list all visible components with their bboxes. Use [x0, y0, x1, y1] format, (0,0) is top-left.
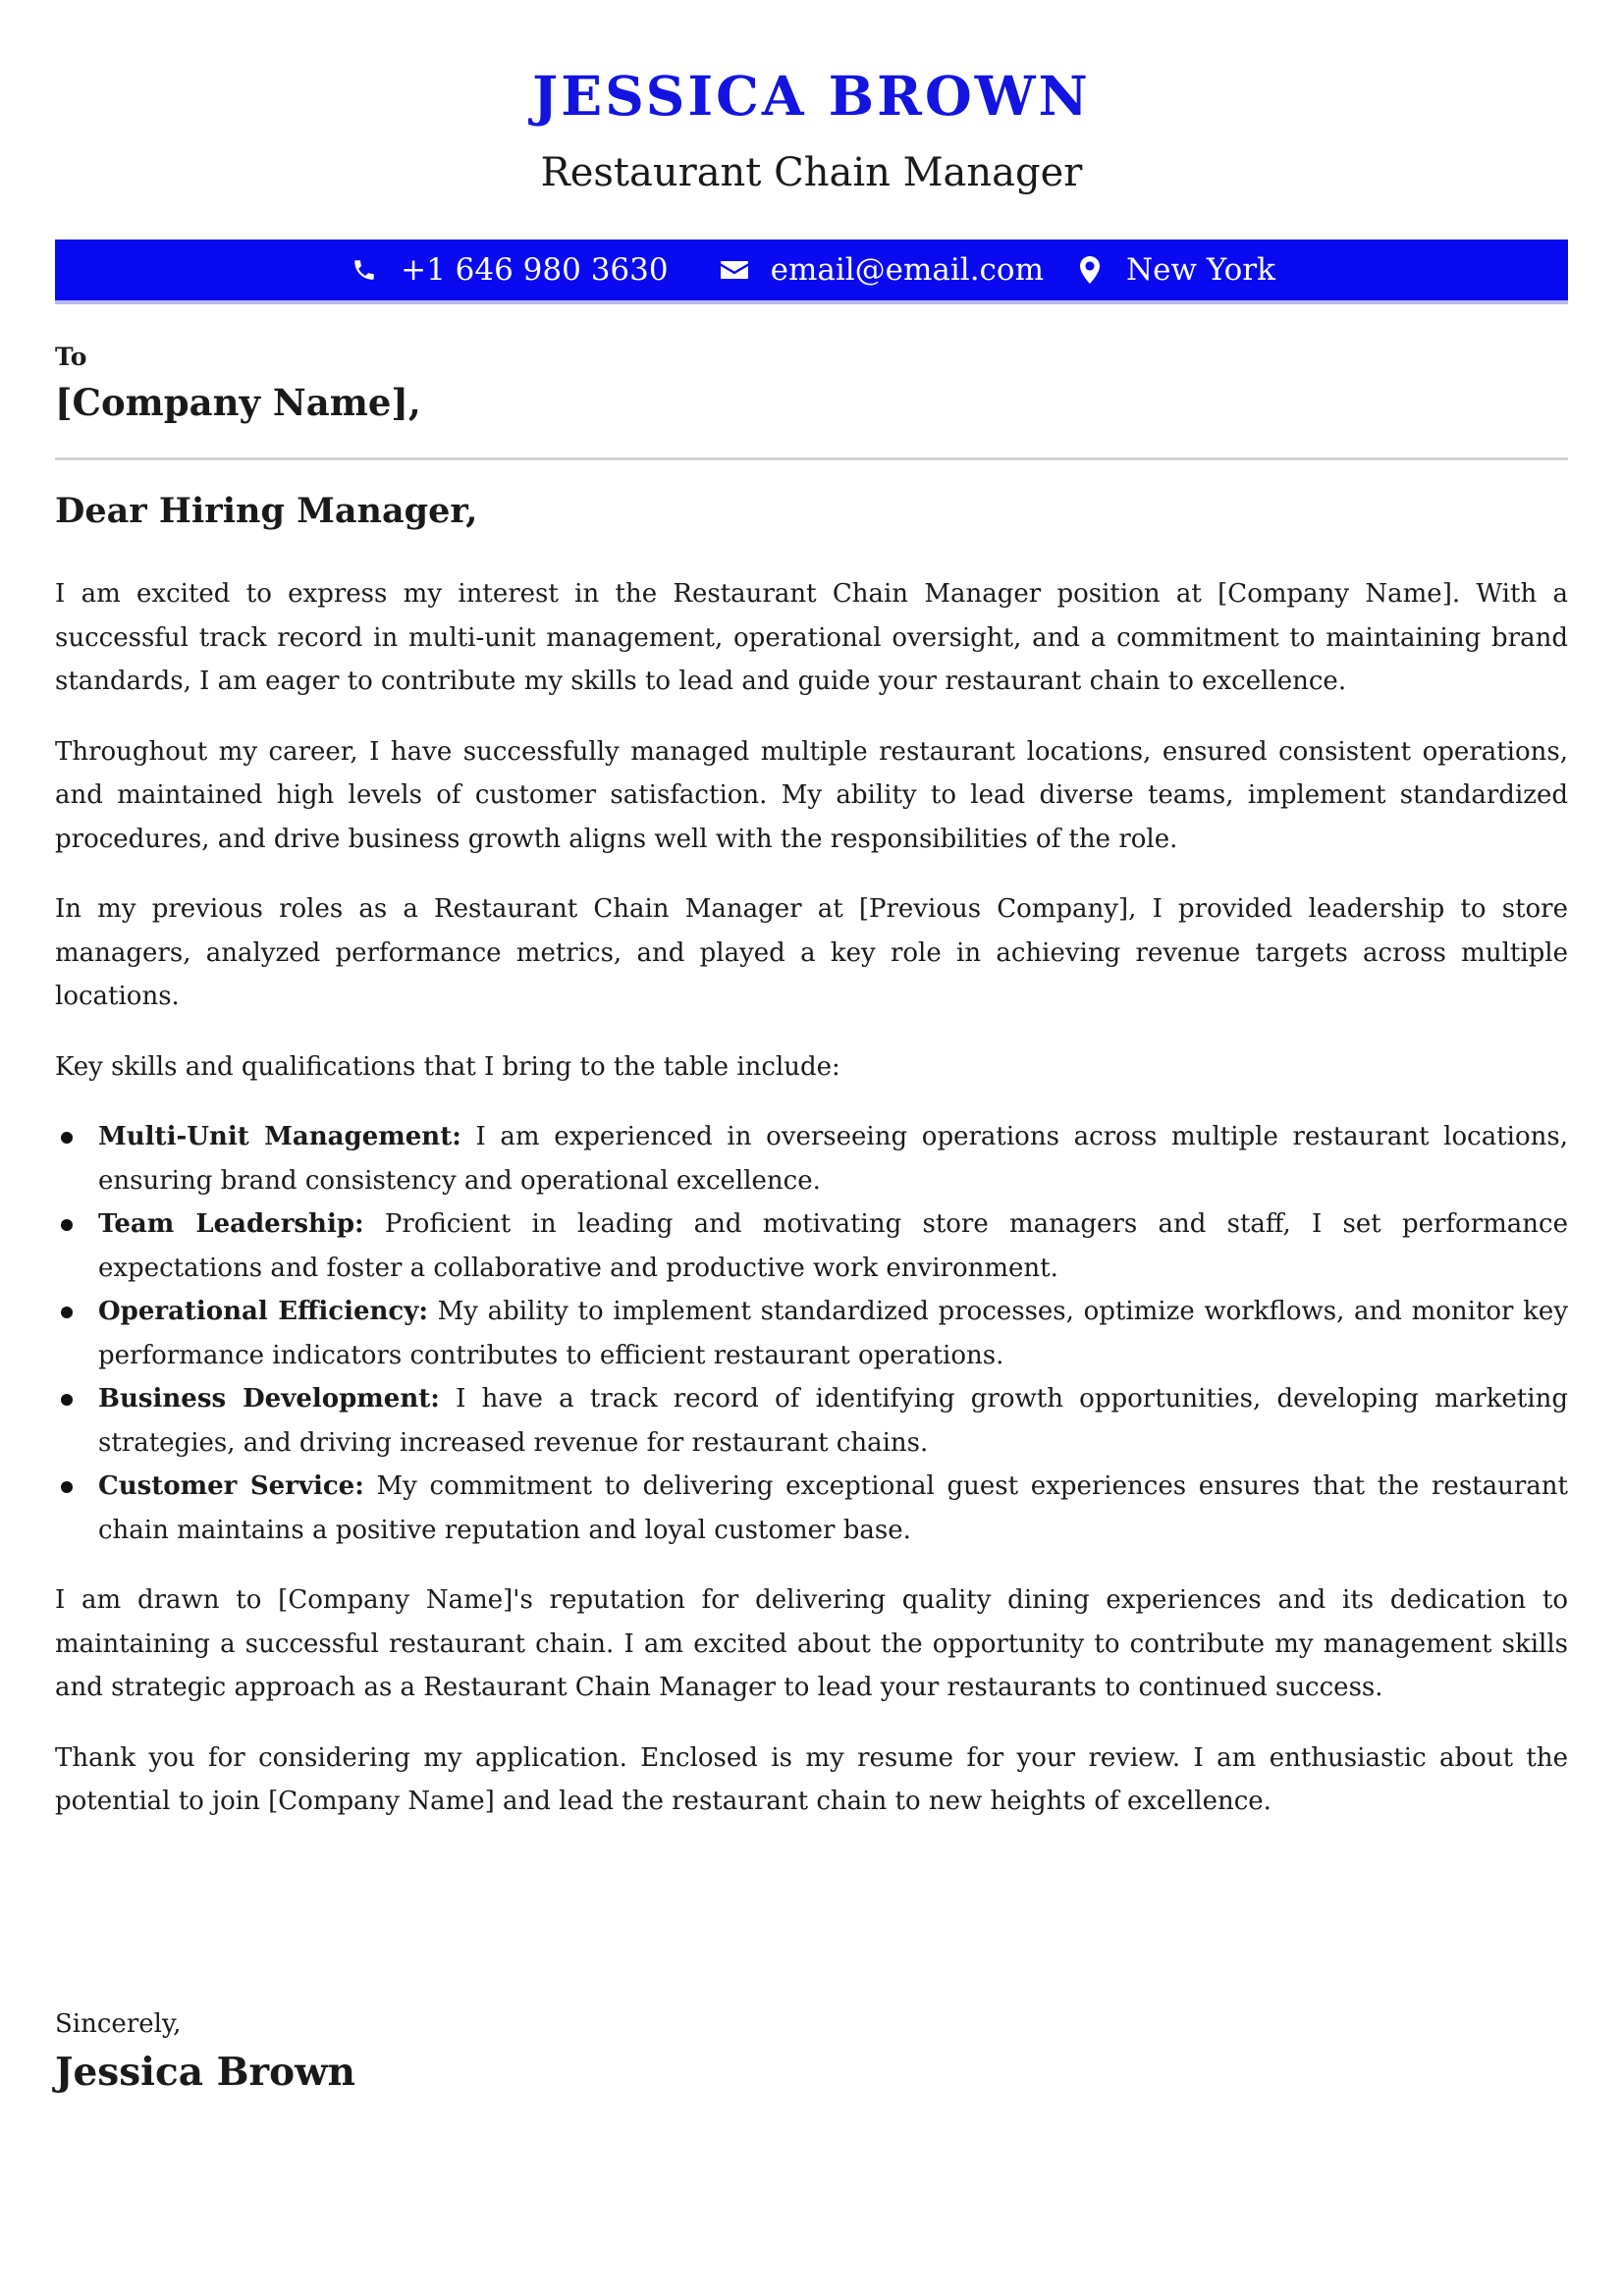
skill-title: Team Leadership:	[98, 1209, 364, 1239]
paragraph-previous-roles: In my previous roles as a Restaurant Chain Manager at [Previous Company], I provided leadership to store managers, analyzed performance metrics, and played a key role in achieving revenue targets across multiple locations.	[55, 894, 1568, 1011]
phone-number: +1 646 980 3630	[401, 252, 669, 288]
contact-email	[718, 252, 1044, 288]
skill-text: Proficient in leading and motivating store managers and staff, I set performance expectations and foster a collaborative and productive work environment.	[98, 1209, 1568, 1283]
skill-text: My commitment to delivering exceptional guest experiences ensures that the restaurant chain maintains a positive reputation and loyal customer base.	[98, 1471, 1568, 1545]
list-item	[98, 1115, 1568, 1202]
sign-off: Sincerely,	[55, 2009, 182, 2039]
signature-name: Jessica Brown	[55, 2050, 356, 2095]
list-item	[98, 1377, 1568, 1465]
skill-text: I have a track record of identifying growth opportunities, developing marketing strategies, and driving increased revenue for restaurant chains.	[98, 1384, 1568, 1458]
list-item	[98, 1465, 1568, 1552]
skill-title: Multi-Unit Management:	[98, 1122, 461, 1151]
skills-list	[55, 1115, 1568, 1552]
letter-body	[55, 572, 1568, 1824]
bullet-icon	[61, 1219, 73, 1231]
email-address: email@email.com	[770, 252, 1044, 288]
envelope-icon	[718, 253, 751, 287]
bullet-icon	[61, 1394, 73, 1406]
job-title: Restaurant Chain Manager	[540, 150, 1083, 195]
paragraph-skills-intro: Key skills and qualifications that I bring to the table include:	[55, 1051, 840, 1082]
paragraph-career: Throughout my career, I have successfully managed multiple restaurant locations, ensured consistent operations, and maintained high levels of customer satisfaction. My ability to lead diverse teams, implement standardized procedures, and drive business growth aligns well with the responsibilities of the role.	[55, 736, 1568, 854]
contact-bar	[55, 240, 1568, 304]
bullet-icon	[61, 1481, 73, 1493]
greeting: Dear Hiring Manager,	[55, 491, 478, 531]
paragraph-company-interest: I am drawn to [Company Name]'s reputation for delivering quality dining experiences and its dedication to maintaining a successful restaurant chain. I am excited about the opportunity to contribute my management skills and strategic approach as a Restaurant Chain Manager to lead your restaurants to continued success.	[55, 1585, 1568, 1702]
closing-block	[55, 2006, 355, 2097]
skill-text: I am experienced in overseeing operations across multiple restaurant locations, ensuring brand consistency and operational excellence.	[98, 1122, 1568, 1196]
contact-location	[1073, 252, 1275, 288]
paragraph-intro: I am excited to express my interest in the Restaurant Chain Manager position at [Company Name]. With a successful track record in multi-unit management, operational oversight, and a commitment to maintaining brand standards, I am eager to contribute my skills to lead and guide your restaurant chain to excellence.	[55, 579, 1568, 696]
contact-phone	[348, 252, 669, 288]
map-pin-icon	[1073, 253, 1107, 287]
skill-title: Operational Efficiency:	[98, 1297, 428, 1326]
to-label: To	[55, 343, 87, 371]
skill-title: Customer Service:	[98, 1471, 364, 1501]
applicant-name: JESSICA BROWN	[532, 64, 1091, 128]
bullet-icon	[61, 1132, 73, 1144]
list-item	[98, 1290, 1568, 1377]
phone-icon	[348, 253, 381, 287]
location-text: New York	[1125, 252, 1275, 288]
skill-title: Business Development:	[98, 1384, 440, 1414]
list-item	[98, 1202, 1568, 1290]
recipient-company: [Company Name],	[55, 381, 421, 424]
paragraph-thank-you: Thank you for considering my application. Enclosed is my resume for your review. I am enthusiastic about the potential to join [Company Name] and lead the restaurant chain to new heights of excellence.	[55, 1742, 1568, 1816]
bullet-icon	[61, 1307, 73, 1318]
skill-text: My ability to implement standardized processes, optimize workflows, and monitor key performance indicators contributes to efficient restaurant operations.	[98, 1297, 1569, 1370]
divider	[55, 457, 1568, 460]
